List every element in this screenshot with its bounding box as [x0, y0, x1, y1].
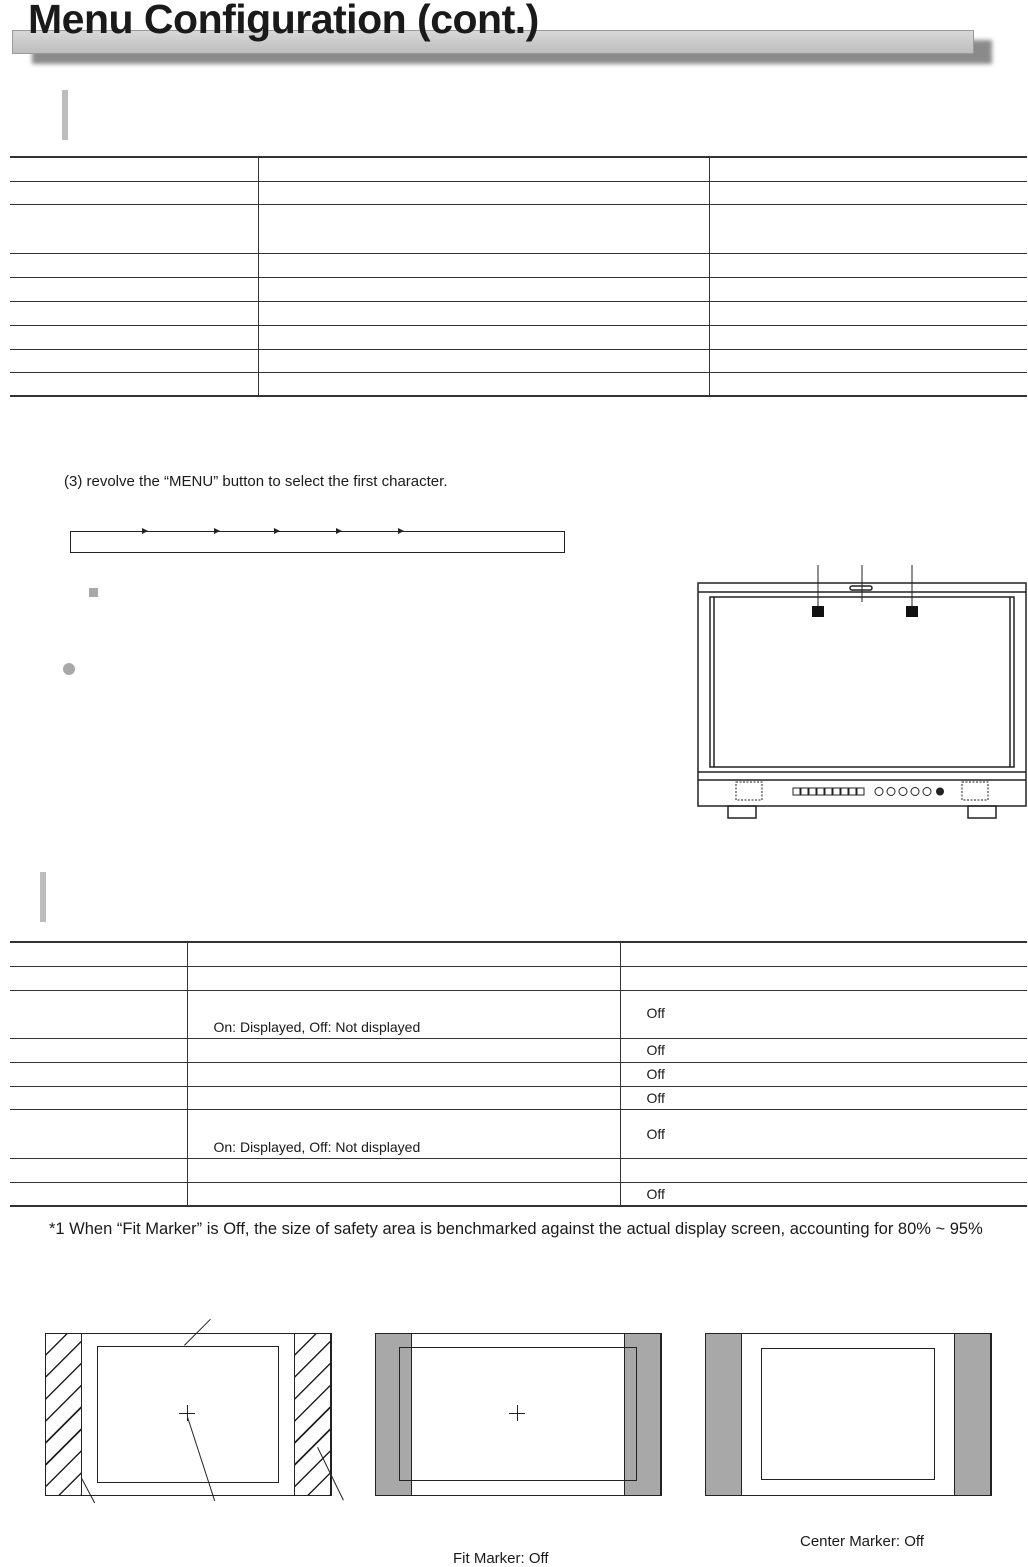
gray-side-panel: [954, 1333, 991, 1496]
table-row: [10, 372, 1027, 396]
circle-bullet-icon: [63, 663, 75, 675]
safety-area-frame: [97, 1346, 279, 1483]
sensor-marker: [906, 606, 918, 617]
table-row: [10, 942, 1027, 966]
table-row: [10, 349, 1027, 372]
table-row: On: Displayed, Off: Not displayed Off: [10, 1109, 1027, 1158]
table-row: Off: [10, 1182, 1027, 1206]
table-row: Off: [10, 1062, 1027, 1086]
flow-arrow: [372, 531, 402, 532]
page-title: Menu Configuration (cont.): [28, 0, 539, 42]
center-marker-caption: Center Marker: Off: [800, 1533, 924, 1550]
table-row: [10, 157, 1027, 181]
table-row: [10, 253, 1027, 277]
table-row: [10, 301, 1027, 325]
sensor-marker: [812, 606, 824, 617]
table-row: [10, 277, 1027, 301]
table-row: [10, 966, 1027, 990]
section-marker: [62, 90, 68, 140]
footnote: *1 When “Fit Marker” is Off, the size of safety area is benchmarked against the actual display screen, accounting for 80% ~ 95%: [49, 1220, 983, 1238]
table-row: [10, 325, 1027, 349]
character-flow-box: [70, 531, 565, 553]
section-marker: [40, 872, 46, 922]
fit-area-frame: [399, 1347, 637, 1481]
flow-arrow: [196, 531, 218, 532]
flow-arrow: [256, 531, 278, 532]
table-row: Off: [10, 1038, 1027, 1062]
table-row: On: Displayed, Off: Not displayed Off: [10, 990, 1027, 1038]
fit-marker-caption: Fit Marker: Off: [453, 1550, 549, 1567]
table-row: [10, 1158, 1027, 1182]
menu-table-1: [10, 156, 1027, 397]
table-row: Off: [10, 1086, 1027, 1109]
gray-side-panel: [705, 1333, 742, 1496]
square-bullet-icon: [89, 588, 98, 597]
cross-marker-icon: [517, 1405, 518, 1421]
table-row: [10, 181, 1027, 204]
flow-arrow: [318, 531, 340, 532]
menu-table-2: [10, 941, 1027, 1207]
instruction-step-3: (3) revolve the “MENU” button to select the first character.: [64, 473, 448, 490]
monitor-illustration: [690, 560, 1028, 822]
safety-area-frame: [761, 1348, 935, 1480]
hatched-side-panel: [45, 1333, 82, 1496]
table-row: [10, 204, 1027, 253]
flow-arrow: [82, 531, 146, 532]
hatched-side-panel: [294, 1333, 331, 1496]
